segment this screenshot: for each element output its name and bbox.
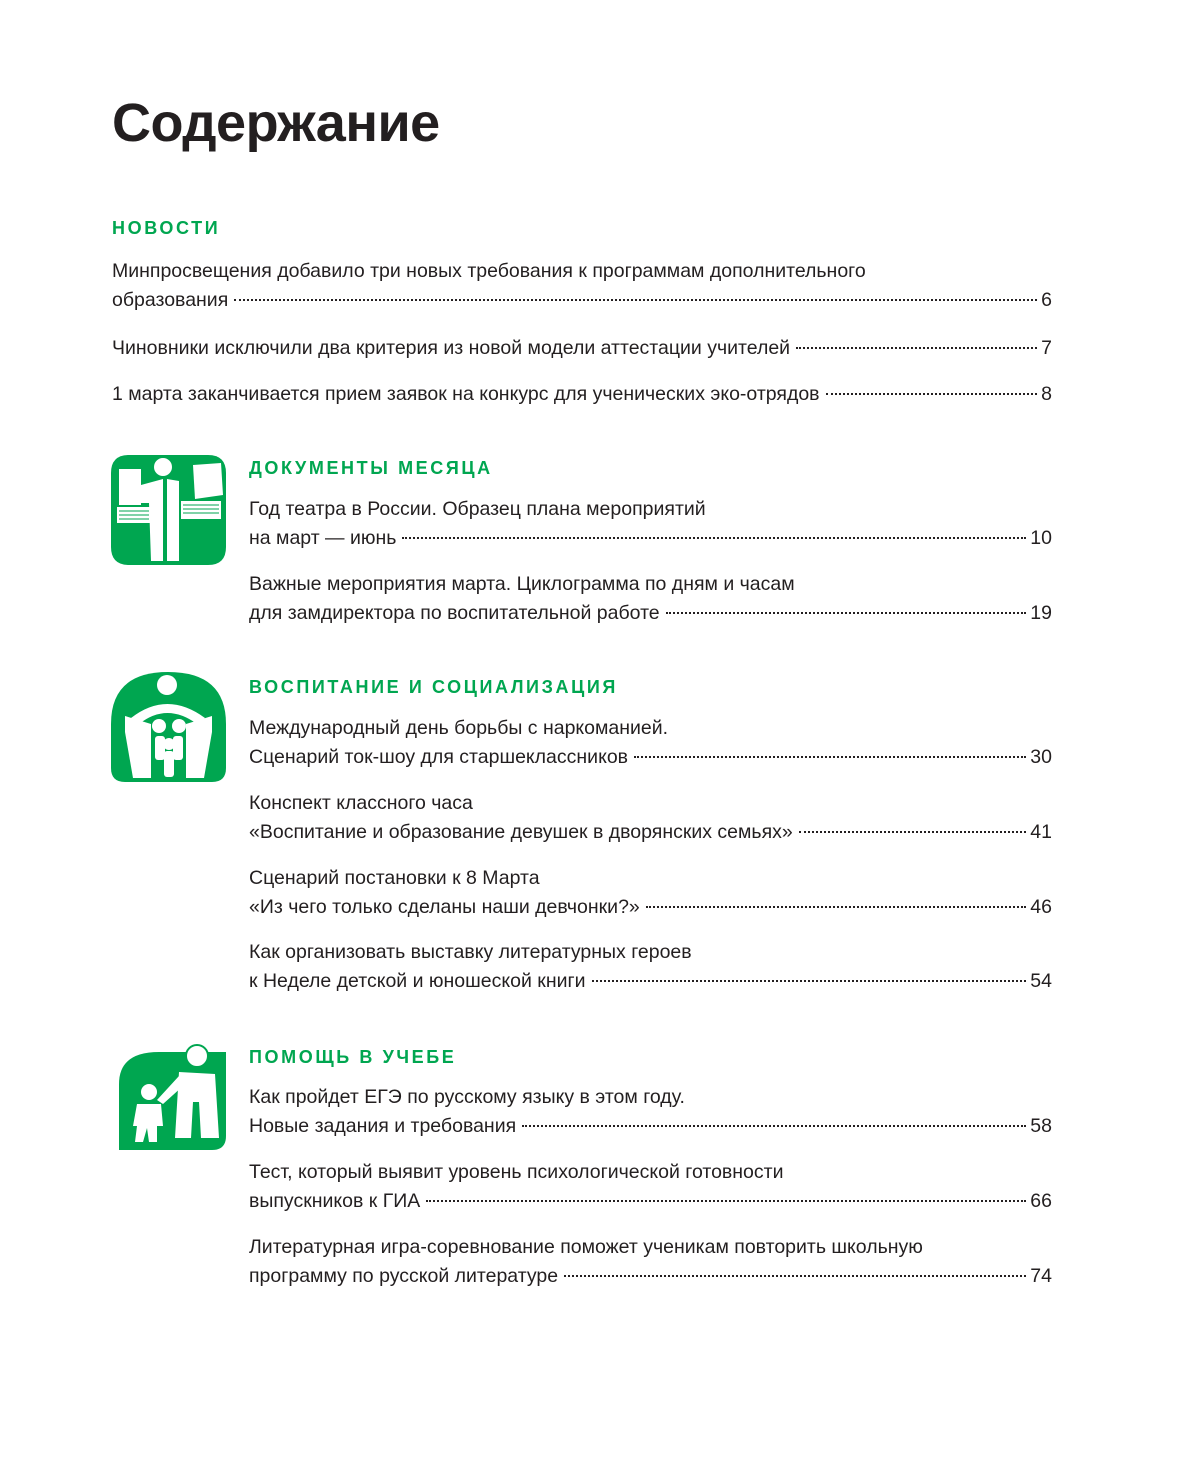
dot-leader bbox=[634, 756, 1026, 758]
dot-leader bbox=[592, 980, 1027, 982]
toc-entry-title-line: Сценарий ток-шоу для старшеклассников bbox=[249, 746, 629, 768]
adult-helping-child-icon bbox=[119, 1042, 226, 1150]
toc-entry[interactable] bbox=[112, 257, 1052, 315]
page-number: 10 bbox=[1030, 527, 1052, 549]
page-number: 74 bbox=[1030, 1265, 1052, 1287]
toc-entry[interactable] bbox=[249, 789, 1052, 847]
dot-leader bbox=[402, 537, 1026, 539]
toc-entry-title-line: Минпросвещения добавило три новых требования к программам дополнительного bbox=[112, 260, 866, 282]
toc-entry[interactable] bbox=[249, 570, 1052, 628]
toc-entry[interactable] bbox=[249, 1158, 1052, 1216]
dot-leader bbox=[234, 299, 1037, 301]
toc-entry[interactable] bbox=[249, 495, 1052, 553]
toc-entry-title-line: Как организовать выставку литературных героев bbox=[249, 941, 692, 963]
page-number: 8 bbox=[1041, 383, 1052, 405]
toc-entry-title-line: Новые задания и требования bbox=[249, 1115, 517, 1137]
toc-entry-title-line: Литературная игра-соревнование поможет ученикам повторить школьную bbox=[249, 1236, 923, 1258]
page-title: Содержание bbox=[112, 93, 440, 153]
toc-entry-title-line: для замдиректора по воспитательной работе bbox=[249, 602, 660, 624]
toc-entry[interactable] bbox=[249, 1233, 1052, 1291]
dot-leader bbox=[799, 831, 1027, 833]
toc-entry[interactable] bbox=[112, 334, 1052, 363]
page-number: 30 bbox=[1030, 746, 1052, 768]
toc-entry-title-line: на март — июнь bbox=[249, 527, 397, 549]
toc-entry[interactable] bbox=[249, 864, 1052, 922]
toc-entry-title-line: выпускников к ГИА bbox=[249, 1190, 421, 1212]
section-heading-study-help: ПОМОЩЬ В УЧЕБЕ bbox=[249, 1047, 457, 1067]
dot-leader bbox=[564, 1275, 1026, 1277]
dot-leader bbox=[522, 1125, 1026, 1127]
page-number: 6 bbox=[1041, 289, 1052, 311]
page-number: 41 bbox=[1030, 821, 1052, 843]
dot-leader bbox=[426, 1200, 1026, 1202]
dot-leader bbox=[646, 906, 1027, 908]
toc-entry-title-line: «Из чего только сделаны наши девчонки?» bbox=[249, 896, 640, 918]
page-number: 66 bbox=[1030, 1190, 1052, 1212]
dot-leader bbox=[826, 393, 1038, 395]
toc-entry-title-line: 1 марта заканчивается прием заявок на конкурс для ученических эко-отрядов bbox=[112, 383, 820, 405]
toc-entry-title-line: Чиновники исключили два критерия из новой модели аттестации учителей bbox=[112, 337, 791, 359]
page-number: 54 bbox=[1030, 970, 1052, 992]
toc-entry[interactable] bbox=[112, 380, 1052, 409]
toc-entry-title-line: Конспект классного часа bbox=[249, 792, 473, 814]
toc-entry-title-line: Международный день борьбы с наркоманией. bbox=[249, 717, 669, 739]
toc-entry-title-line: Год театра в России. Образец плана мероприятий bbox=[249, 498, 706, 520]
dot-leader bbox=[796, 347, 1037, 349]
toc-entry-title-line: Как пройдет ЕГЭ по русскому языку в этом году. bbox=[249, 1086, 685, 1108]
toc-entry-title-line: к Неделе детской и юношеской книги bbox=[249, 970, 586, 992]
toc-entry-title-line: программу по русской литературе bbox=[249, 1265, 559, 1287]
toc-entry[interactable] bbox=[249, 1083, 1052, 1141]
page-number: 19 bbox=[1030, 602, 1052, 624]
toc-entry[interactable] bbox=[249, 714, 1052, 772]
page-number: 46 bbox=[1030, 896, 1052, 918]
page-number: 7 bbox=[1041, 337, 1052, 359]
teacher-with-documents-icon bbox=[111, 455, 226, 565]
toc-entry-title-line: «Воспитание и образование девушек в дворянских семьях» bbox=[249, 821, 793, 843]
toc-entry-title-line: Сценарий постановки к 8 Марта bbox=[249, 867, 540, 889]
section-heading-upbringing: ВОСПИТАНИЕ И СОЦИАЛИЗАЦИЯ bbox=[249, 677, 618, 697]
toc-entry-title-line: Тест, который выявит уровень психологической готовности bbox=[249, 1161, 784, 1183]
toc-entry-title-line: образования bbox=[112, 289, 229, 311]
family-embrace-icon bbox=[111, 672, 226, 782]
dot-leader bbox=[666, 612, 1027, 614]
page-number: 58 bbox=[1030, 1115, 1052, 1137]
toc-entry[interactable] bbox=[249, 938, 1052, 996]
section-heading-documents: ДОКУМЕНТЫ МЕСЯЦА bbox=[249, 458, 493, 478]
toc-entry-title-line: Важные мероприятия марта. Циклограмма по дням и часам bbox=[249, 573, 795, 595]
section-heading-news: НОВОСТИ bbox=[112, 218, 221, 238]
